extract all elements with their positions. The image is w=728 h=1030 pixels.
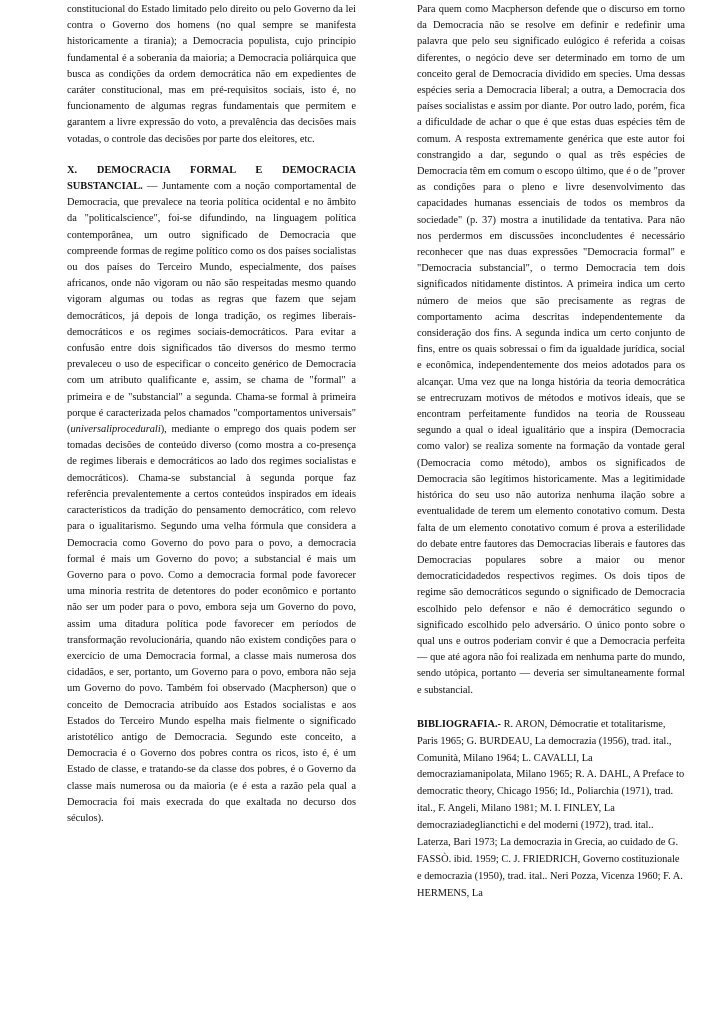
bibliography-heading: BIBLIOGRAFIA.-: [417, 718, 502, 730]
section-x-body: — Juntamente com a noção comportamental de Democracia, que prevalece na teoria política ocidental e no âmbito da "politicalscience", foi-se difundindo, na linguagem política contemporânea, um outro significado de Democracia que compreende formas de regime político como os dos países socialistas ou dos países do Terceiro Mundo, especialmente, dos países africanos, onde não vigoram ou não são respeitadas mesmo quando vigoram algumas ou todas as regras que fazem que sejam democráticos, já depois de longa tradição, os regimes liberais-democráticos e os regimes sociais-democráticos. Para evitar a confusão entre dois significados tão diversos do mesmo termo prevaleceu o uso de especificar o conceito genérico de Democracia com um atributo qualificante e, assim, se chama de "formal" a primeira e de "substancial" a segunda. Chama-se formal à primeira porque é caracterizada pelos chamados "comportamentos universais" (: [67, 181, 356, 436]
right-paragraph-1: Para quem como Macpherson defende que o discurso em torno da Democracia não se resolve em definir e redefinir uma palavra que pelo seu significado eulógico é referida a coisas diferentes, o negócio deve ser determinado em torno de um conceito geral de Democracia dividido em species. Uma dessas espécies seria a Democracia liberal; a outra, a Democracia dos países socialistas e assim por diante. Por outro lado, porém, fica a dificuldade de achar o que é que estas duas espécies têm de comum. A resposta extremamente genérica que este autor foi constrangido a dar, segundo o qual as três espécies de Democracia têm em comum o escopo último, que é o de "prover as condições para o pleno e livre desenvolvimento das capacidades humanas essenciais de todos os membros da sociedade" (p. 37) mostra a inutilidade da tentativa. Para não nos perdermos em discussões inconcludentes é necessário reconhecer que nas duas expressões "Democracia formal" e "Democracia substancial", o termo Democracia tem dois significados nitidamente distintos. A primeira indica um certo número de meios que são precisamente as regras de comportamento acima descritas independentemente da consideração dos fins. A segunda indica um certo conjunto de fins, entre os quais sobressai o fim da igualdade jurídica, social e econômica, independentemente dos meios adotados para os alcançar. Uma vez que na longa história da teoria democrática se entrecruzam motivos de métodos e motivos ideais, que se encontram perfeitamente fundidos na teoria de Rousseau segundo a qual o ideal igualitário que a inspira (Democracia como valor) se realiza somente na formação da vontade geral (Democracia como método), ambos os significados de Democracia são legítimos historicamente. Mas a legitimidade histórica do seu uso não autoriza nenhuma ilação sobre a eventualidade de terem um elemento conotativo comum. Desta falta de um elemento conotativo comum é prova a esterilidade do debate entre fautores das Democracias liberais e fautores das Democracias populares sobre a maior ou menor democraticidadedos respectivos regimes. Os dois tipos de regime são democráticos segundo o significado de Democracia escolhido pelo defensor e não é democrático segundo o significado escolhido pelo adversário. O único ponto sobre o qual uns e outros poderiam convir é que a Democracia perfeita — que até agora não foi realizada em nenhuma parte do mundo, sendo utópica, portanto — deveria ser simultaneamente formal e substancial.: [417, 4, 685, 696]
section-x-paragraph: [67, 163, 356, 827]
section-x-heading: X. DEMOCRACIA FORMAL E DEMOCRACIA SUBSTANCIAL.: [67, 164, 356, 193]
bibliography: [417, 717, 685, 903]
section-x-body-continued: ), mediante o emprego dos quais podem ser tomadas decisões de conteúdo diverso (como mostra a co-presença de regimes liberais e democráticos ao lado dos regimes socialistas e democráticos). Chama-se substancial à segunda porque faz referência prevalentemente a certos conteúdos inspirados em ideais característicos da tradição do pensamento democrático, com relevo para o igualitarismo. Segundo uma velha fórmula que considera a Democracia como Governo do povo para o povo, a democracia formal é mais um Governo do povo; a substancial é mais um Governo para o povo. Como a democracia formal pode favorecer uma minoria restrita de detentores do poder econômico e portanto não ser um poder para o povo, embora seja um Governo do povo, assim uma ditadura política pode favorecer em períodos de transformação revolucionária, quando não existem condições para o exercício de uma Democracia formal, a classe mais numerosa dos cidadãos, e ser, portanto, um Governo para o povo, embora não seja um Governo do povo. Também foi observado (Macpherson) que o conceito de Democracia atribuído aos Estados socialistas e aos Estados do Terceiro Mundo espelha mais fielmente o significado aristotélico antigo de Democracia. Segundo este conceito, a Democracia é o Governo dos pobres contra os ricos, isto é, é um Estado de classe, e tratando-se da classe dos pobres, é o Governo da classe mais numerosa ou da maioria (e é esta a razão pela qual a Democracia foi mais execrada do que exaltada no decurso dos séculos).: [67, 424, 356, 824]
right-column: [417, 0, 685, 913]
left-paragraph-1: constitucional do Estado limitado pelo direito ou pelo Governo da lei contra o Governo dos homens (no qual sempre se manifesta historicamente a tirania); a Democracia populista, cujo princípio fundamental é a soberania da maioria; a Democracia poliárquica que busca as condições da ordem democrática não em expedientes de caráter constitucional, mas em pré-requisitos sociais, isto é, no funcionamento de algumas regras fundamentais que permitem e garantem a livre expressão do voto, a prevalência das decisões mais votadas, o controle das decisões por parte dos eleitores, etc.: [67, 4, 356, 145]
bibliography-entries: R. ARON, Démocratie et totalitarisme, Paris 1965; G. BURDEAU, La democrazia (1956), trad. ital., Comunità, Milano 1964; L. CAVALLI, La democraziamanipolata, Milano 1965; R. A. DAHL, A Preface to democratic theory, Chicago 1956; Id., Poliarchia (1971), trad. ital., F. Angeli, Milano 1981; M. I. FINLEY, La democraziadeglianctichi e del moderni (1972), trad. ital.. Laterza, Bari 1973; La democrazia in Grecia, ao cuidado de G. FASSÒ. ibid. 1959; C. J. FRIEDRICH, Governo costituzionale e democrazia (1950), trad. ital.. Neri Pozza, Vicenza 1960; F. A. HERMENS, La: [417, 718, 685, 899]
left-column: [67, 0, 356, 842]
section-x-italic-term: universaliprocedurali: [70, 424, 161, 436]
